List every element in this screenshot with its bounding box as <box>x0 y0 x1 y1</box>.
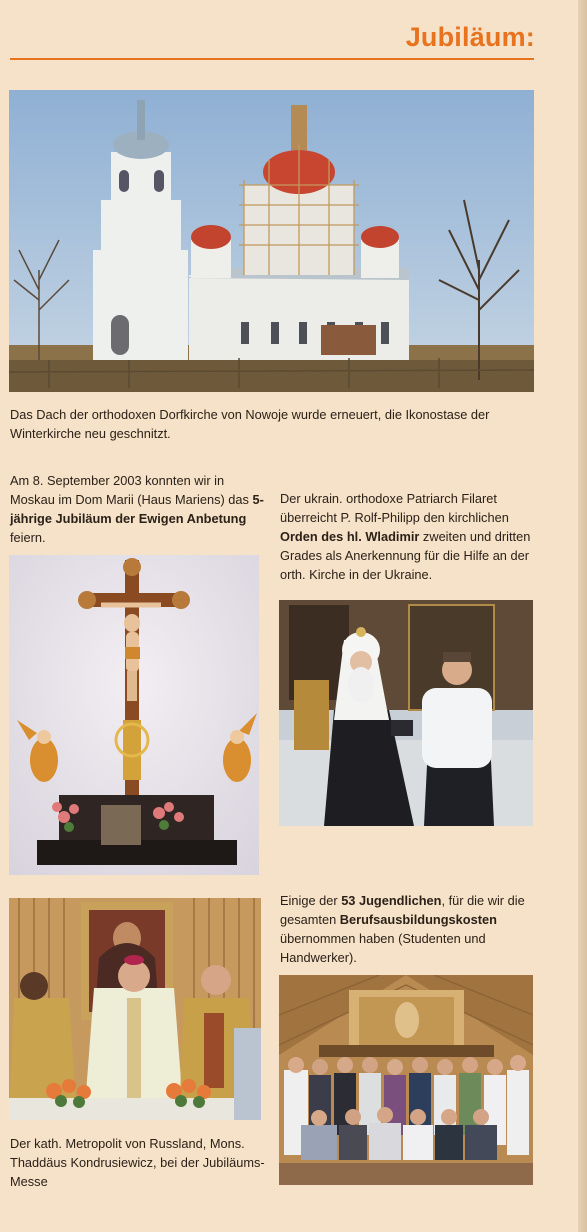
jubilee-mass-photo <box>9 898 261 1120</box>
page-title: Jubiläum: <box>405 22 535 52</box>
youth-caption <box>280 891 540 967</box>
jubilee-caption-text: Am 8. September 2003 konnten wir in Moskau im Dom Marii (Haus Mariens) das <box>10 473 253 507</box>
mass-caption: Der kath. Metropolit von Russland, Mons. Thaddäus Kondrusiewicz, bei der Jubiläums-Messe <box>10 1136 265 1189</box>
patriarch-caption-text: Der ukrain. orthodoxe Patriarch Filaret überreicht P. Rolf-Philipp den kirchlichen <box>280 491 509 525</box>
patriarch-caption-tail: zweiten und dritten Grades als Anerkennung für die Hilfe an der orth. Kirche in der Ukraine. <box>280 529 531 582</box>
jubilee-caption <box>10 471 265 547</box>
church-photo <box>9 90 534 392</box>
patriarch-caption-highlight: Orden des hl. Wladimir <box>280 529 420 544</box>
youth-caption-mid: , für die wir die gesamten <box>280 893 525 927</box>
title-rule <box>10 58 534 60</box>
church-caption: Das Dach der orthodoxen Dorfkirche von Nowoje wurde erneuert, die Ikonostase der Winterkirche neu geschnitzt. <box>10 407 490 441</box>
youth-group-photo <box>279 975 533 1185</box>
patriarch-caption <box>280 489 540 584</box>
youth-count-highlight: 53 Jugendlichen <box>341 893 442 908</box>
jubilee-caption-highlight: 5-jährige Jubiläum der Ewigen Anbetung <box>10 492 264 526</box>
page-edge <box>578 0 587 1232</box>
patriarch-award-photo <box>279 600 533 826</box>
jubilee-caption-tail: feiern. <box>10 530 46 545</box>
youth-costs-highlight: Berufsausbildungskosten <box>339 912 497 927</box>
altar-crucifix-photo <box>9 555 259 875</box>
youth-caption-text: Einige der <box>280 893 342 908</box>
youth-caption-tail: übernommen haben (Studenten und Handwerker). <box>280 931 486 965</box>
